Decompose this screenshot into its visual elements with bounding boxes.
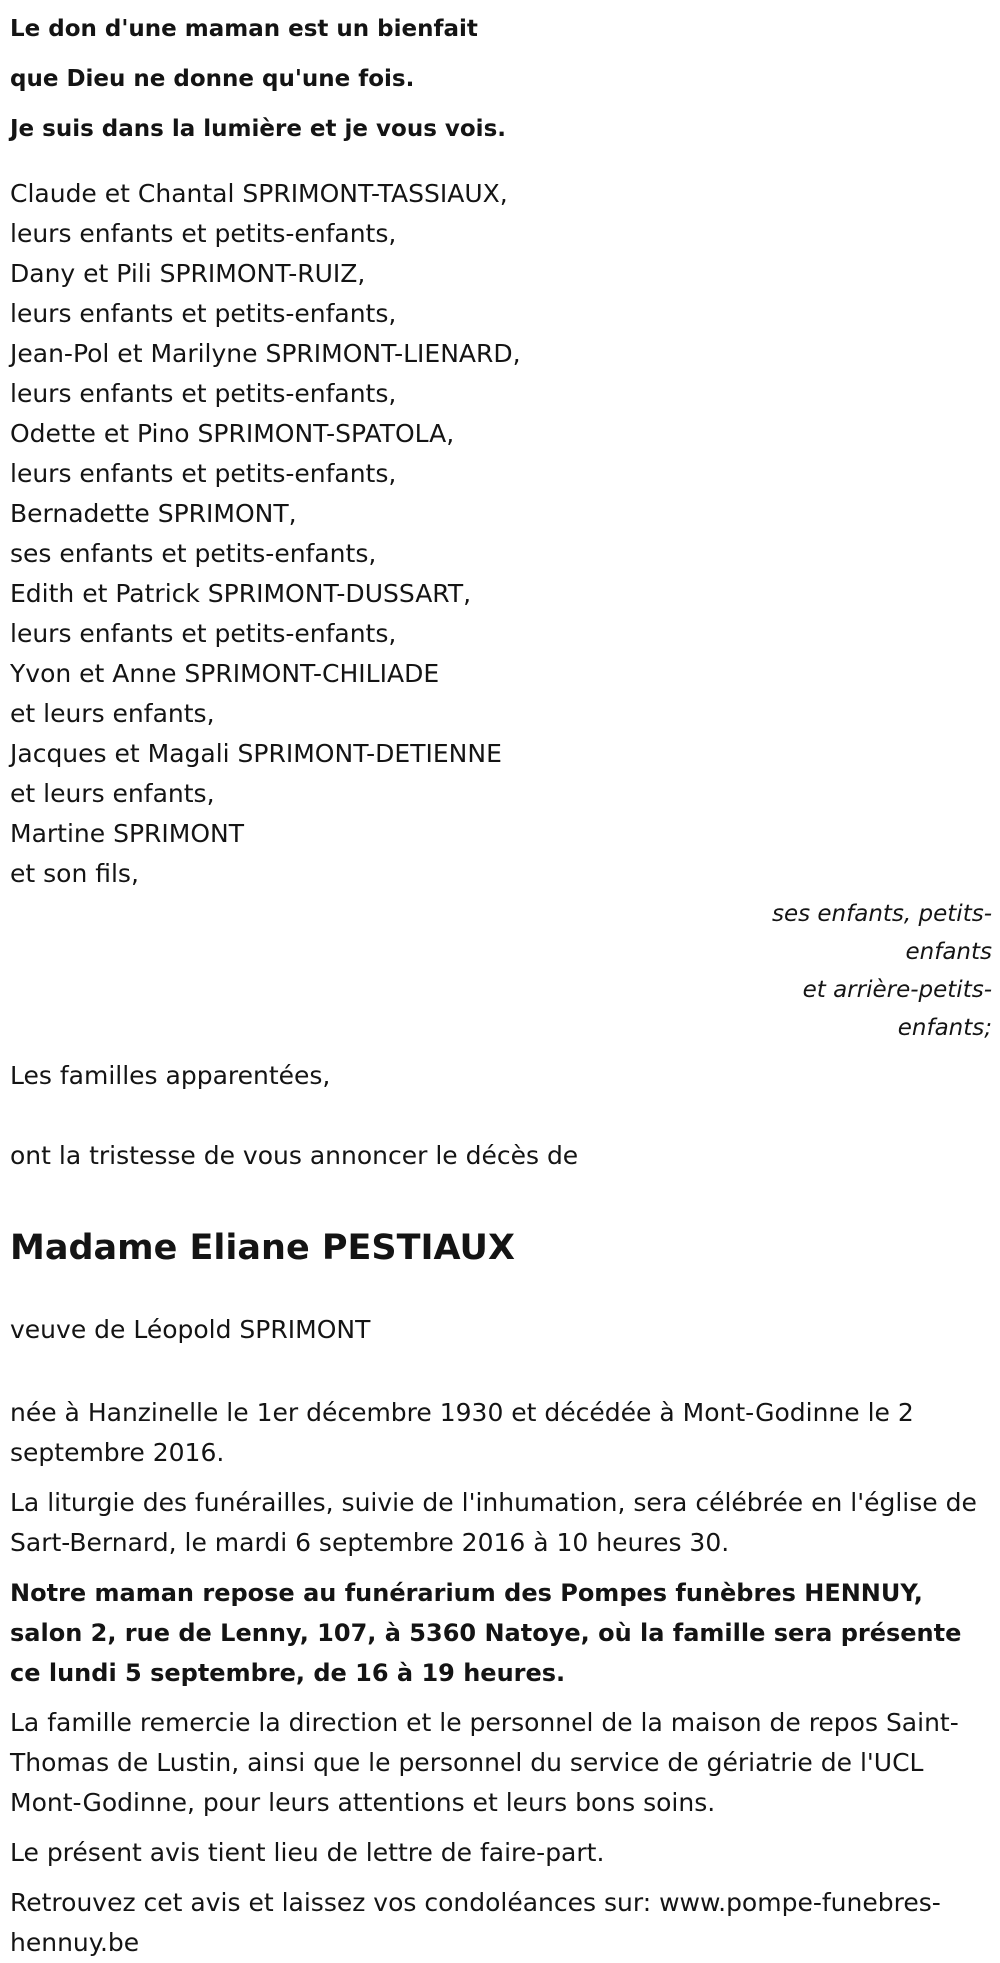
family-line: Bernadette SPRIMONT, — [10, 499, 297, 528]
obituary-notice — [10, 0, 990, 1963]
family-line: et leurs enfants, — [10, 699, 215, 728]
family-line: Claude et Chantal SPRIMONT-TASSIAUX, — [10, 179, 508, 208]
thanks-paragraph: La famille remercie la direction et le personnel de la maison de repos Saint-Thomas de Lustin, ainsi que le personnel du service de gériatrie de l'UCL Mont-Godinne, pour leurs attentions et leurs bons soins. — [10, 1708, 959, 1817]
notice-paragraph: Le présent avis tient lieu de lettre de faire-part. — [10, 1838, 605, 1867]
quote-line: Le don d'une maman est un bienfait — [10, 16, 478, 42]
birth-death-paragraph: née à Hanzinelle le 1er décembre 1930 et décédée à Mont-Godinne le 2 septembre 2016. — [10, 1398, 914, 1467]
descendants-line: ses enfants, petits- — [771, 901, 992, 927]
opening-quote — [10, 0, 990, 154]
announcement-line: ont la tristesse de vous annoncer le décès de — [10, 1141, 579, 1170]
liturgy-paragraph: La liturgie des funérailles, suivie de l'inhumation, sera célébrée en l'église de Sart-Bernard, le mardi 6 septembre 2016 à 10 heures 30. — [10, 1488, 977, 1557]
descendants-line: enfants; — [897, 1015, 992, 1041]
funeral-home-paragraph: Notre maman repose au funérarium des Pompes funèbres HENNUY, salon 2, rue de Lenny, 107, à 5360 Natoye, où la famille sera présente ce lundi 5 septembre, de 16 à 19 heures. — [10, 1579, 962, 1687]
family-line: leurs enfants et petits-enfants, — [10, 299, 397, 328]
family-line: Martine SPRIMONT — [10, 819, 244, 848]
family-line: et son fils, — [10, 859, 139, 888]
family-line: Jean-Pol et Marilyne SPRIMONT-LIENARD, — [10, 339, 521, 368]
descendants-line: et arrière-petits- — [802, 977, 992, 1003]
condolences-paragraph: Retrouvez cet avis et laissez vos condoléances sur: www.pompe-funebres-hennuy.be — [10, 1888, 941, 1957]
widow-of-line: veuve de Léopold SPRIMONT — [10, 1315, 371, 1344]
descendants-line: enfants — [905, 939, 992, 965]
quote-line: Je suis dans la lumière et je vous vois. — [10, 116, 506, 142]
family-line: ses enfants et petits-enfants, — [10, 539, 377, 568]
family-line: leurs enfants et petits-enfants, — [10, 219, 397, 248]
family-line: leurs enfants et petits-enfants, — [10, 619, 397, 648]
family-line: Jacques et Magali SPRIMONT-DETIENNE — [10, 739, 502, 768]
family-line: leurs enfants et petits-enfants, — [10, 379, 397, 408]
family-line: leurs enfants et petits-enfants, — [10, 459, 397, 488]
family-line: Dany et Pili SPRIMONT-RUIZ, — [10, 259, 366, 288]
family-line: et leurs enfants, — [10, 779, 215, 808]
family-list — [10, 174, 990, 894]
family-line: Odette et Pino SPRIMONT-SPATOLA, — [10, 419, 455, 448]
family-line: Yvon et Anne SPRIMONT-CHILIADE — [10, 659, 440, 688]
deceased-name: Madame Eliane PESTIAUX — [10, 1228, 515, 1268]
descendants-note — [10, 894, 992, 1046]
relatives-line: Les familles apparentées, — [10, 1061, 331, 1090]
family-line: Edith et Patrick SPRIMONT-DUSSART, — [10, 579, 472, 608]
quote-line: que Dieu ne donne qu'une fois. — [10, 66, 415, 92]
